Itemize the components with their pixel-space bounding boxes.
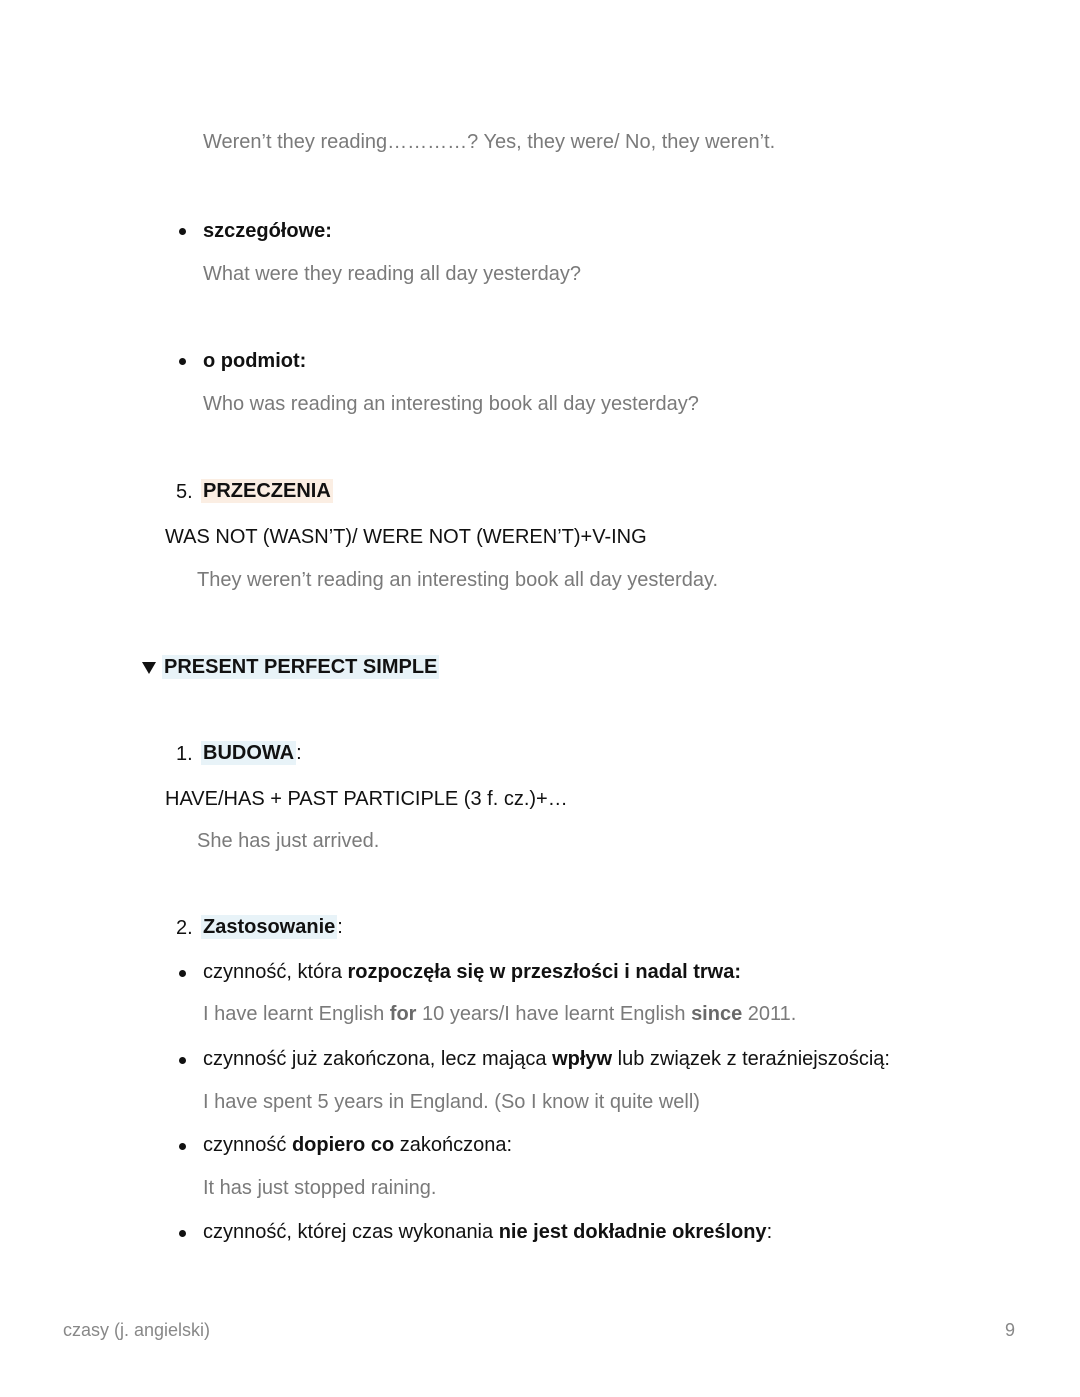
podmiot-label: o podmiot: <box>203 350 307 372</box>
usage-item-2-bold: wpływ <box>552 1048 613 1070</box>
zastosowanie-heading <box>201 916 343 939</box>
budowa-heading <box>201 742 302 765</box>
szczegolowe-label: szczegółowe: <box>203 220 332 242</box>
example-part: 10 years/I have learnt English <box>416 1003 692 1025</box>
budowa-formula: HAVE/HAS + PAST PARTICIPLE (3 f. cz.)+… <box>165 788 568 810</box>
usage-item-1-pre: czynność, która <box>203 961 348 983</box>
zastosowanie-number: 2. <box>176 917 193 939</box>
bullet-icon <box>179 1143 186 1150</box>
usage-item-3 <box>203 1134 512 1157</box>
budowa-colon: : <box>296 742 302 764</box>
bullet-icon <box>179 1057 186 1064</box>
question-negative-example: Weren’t they reading…………? Yes, they were/ No, they weren’t. <box>203 131 776 153</box>
usage-item-4-pre: czynność, której czas wykonania <box>203 1221 499 1243</box>
zastosowanie-colon: : <box>337 916 343 938</box>
przeczenia-formula: WAS NOT (WASN’T)/ WERE NOT (WEREN’T)+V-ING <box>165 526 647 548</box>
usage-item-2 <box>203 1048 890 1071</box>
example-keyword-since: since <box>691 1003 743 1025</box>
zastosowanie-title: Zastosowanie <box>203 916 336 938</box>
budowa-example: She has just arrived. <box>197 830 380 852</box>
footer-page-number: 9 <box>1005 1320 1016 1340</box>
example-keyword-for: for <box>389 1003 417 1025</box>
bullet-icon <box>179 1230 186 1237</box>
szczegolowe-example: What were they reading all day yesterday? <box>203 263 581 285</box>
section-title: PRESENT PERFECT SIMPLE <box>164 656 438 678</box>
przeczenia-heading <box>201 480 333 503</box>
bullet-icon <box>179 970 186 977</box>
usage-item-3-bold: dopiero co <box>291 1134 395 1156</box>
usage-item-2-post: lub związek z teraźniejszością: <box>612 1048 890 1070</box>
usage-item-4 <box>203 1221 772 1244</box>
usage-item-2-pre: czynność już zakończona, lecz mająca <box>203 1048 553 1070</box>
podmiot-example: Who was reading an interesting book all day yesterday? <box>203 393 699 415</box>
footer-document-title: czasy (j. angielski) <box>63 1320 211 1340</box>
usage-item-3-post: zakończona: <box>394 1134 513 1156</box>
bullet-icon <box>179 228 186 235</box>
usage-item-2-example: I have spent 5 years in England. (So I know it quite well) <box>203 1091 700 1113</box>
usage-item-4-post: : <box>766 1221 773 1243</box>
bullet-icon <box>179 358 186 365</box>
usage-item-3-pre: czynność <box>203 1134 292 1156</box>
usage-item-3-example: It has just stopped raining. <box>203 1177 437 1199</box>
example-part: I have learnt English <box>203 1003 390 1025</box>
usage-item-1-bold: rozpoczęła się w przeszłości i nadal trwa: <box>347 961 741 983</box>
section-heading[interactable] <box>162 656 439 679</box>
przeczenia-number: 5. <box>176 481 193 503</box>
example-part: 2011. <box>742 1003 797 1025</box>
usage-item-4-bold: nie jest dokładnie określony <box>498 1221 767 1243</box>
budowa-number: 1. <box>176 743 193 765</box>
przeczenia-title: PRZECZENIA <box>203 480 331 502</box>
przeczenia-example: They weren’t reading an interesting book all day yesterday. <box>197 569 719 591</box>
usage-item-1 <box>203 961 741 984</box>
toggle-triangle-icon[interactable] <box>142 662 156 674</box>
usage-item-1-example <box>203 1003 796 1026</box>
budowa-title: BUDOWA <box>203 742 295 764</box>
